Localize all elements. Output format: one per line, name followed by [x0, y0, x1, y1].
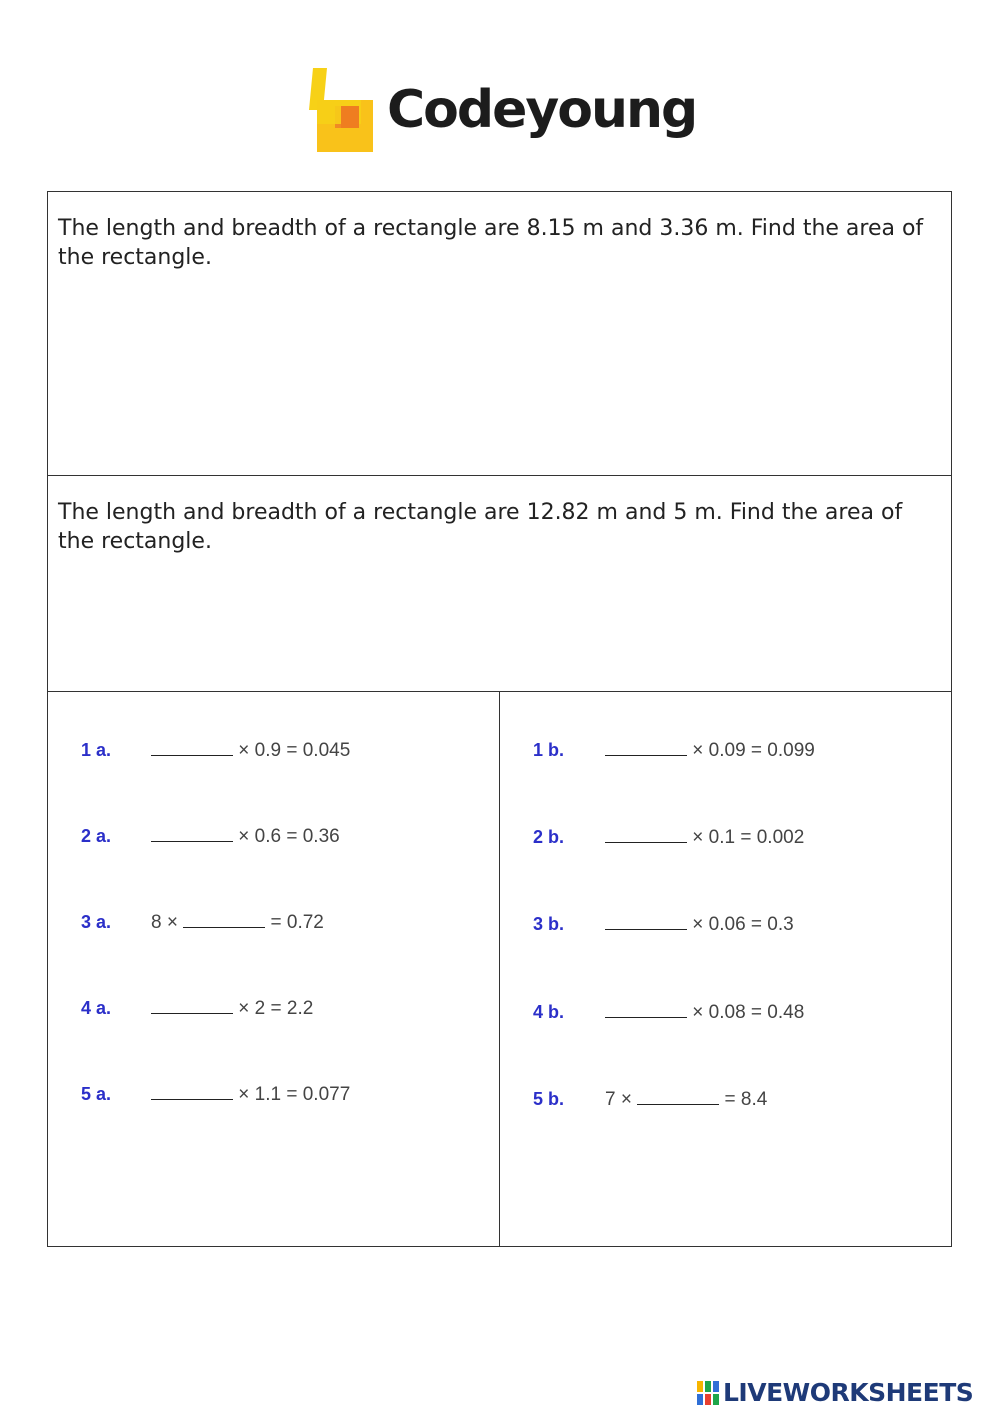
answer-blank[interactable]: [637, 1090, 719, 1105]
liveworksheets-text: LIVEWORKSHEETS: [723, 1378, 974, 1407]
codeyoung-logo: [305, 66, 705, 166]
exercise-grid: [47, 691, 952, 1247]
question-box-1: [47, 191, 952, 476]
question-box-2: [47, 475, 952, 692]
exercise-equation: = 0.72: [270, 912, 324, 933]
exercise-equation: × 1.1 = 0.077: [238, 1084, 351, 1105]
column-divider: [499, 692, 500, 1246]
exercise-equation: × 0.1 = 0.002: [692, 827, 805, 848]
exercise-label: 1 a.: [81, 740, 112, 760]
answer-blank[interactable]: [605, 828, 687, 843]
liveworksheets-icon: [697, 1381, 719, 1405]
answer-blank[interactable]: [151, 999, 233, 1014]
exercise-label: 5 a.: [81, 1084, 112, 1104]
exercise-label: 3 a.: [81, 912, 112, 932]
answer-blank[interactable]: [151, 827, 233, 842]
answer-blank[interactable]: [605, 915, 687, 930]
exercise-label: 5 b.: [533, 1089, 565, 1109]
exercise-equation: × 0.9 = 0.045: [238, 740, 351, 761]
question-text-1: The length and breadth of a rectangle are 8.15 m and 3.36 m. Find the area of the rectangle.: [58, 216, 924, 270]
answer-blank[interactable]: [151, 741, 233, 756]
exercise-label: 4 a.: [81, 998, 112, 1018]
exercise-label: 2 b.: [533, 827, 565, 847]
exercise-prefix: 8 ×: [151, 912, 178, 933]
exercise-label: 3 b.: [533, 914, 565, 934]
liveworksheets-brand: [697, 1378, 997, 1410]
exercise-equation: × 0.08 = 0.48: [692, 1002, 805, 1023]
brand-name: Codeyoung: [387, 80, 697, 140]
exercise-equation: × 0.6 = 0.36: [238, 826, 340, 847]
answer-blank[interactable]: [183, 913, 265, 928]
exercise-equation: × 0.06 = 0.3: [692, 914, 794, 935]
answer-blank[interactable]: [605, 741, 687, 756]
codeyoung-logo-icon: [305, 66, 377, 158]
exercise-label: 4 b.: [533, 1002, 565, 1022]
exercise-equation: × 0.09 = 0.099: [692, 740, 815, 761]
answer-blank[interactable]: [605, 1003, 687, 1018]
exercise-label: 1 b.: [533, 740, 565, 760]
exercise-equation: = 8.4: [724, 1089, 768, 1110]
answer-blank[interactable]: [151, 1085, 233, 1100]
exercise-label: 2 a.: [81, 826, 112, 846]
exercise-equation: × 2 = 2.2: [238, 998, 314, 1019]
exercise-prefix: 7 ×: [605, 1089, 632, 1110]
question-text-2: The length and breadth of a rectangle are 12.82 m and 5 m. Find the area of the rectangle.: [58, 500, 903, 554]
